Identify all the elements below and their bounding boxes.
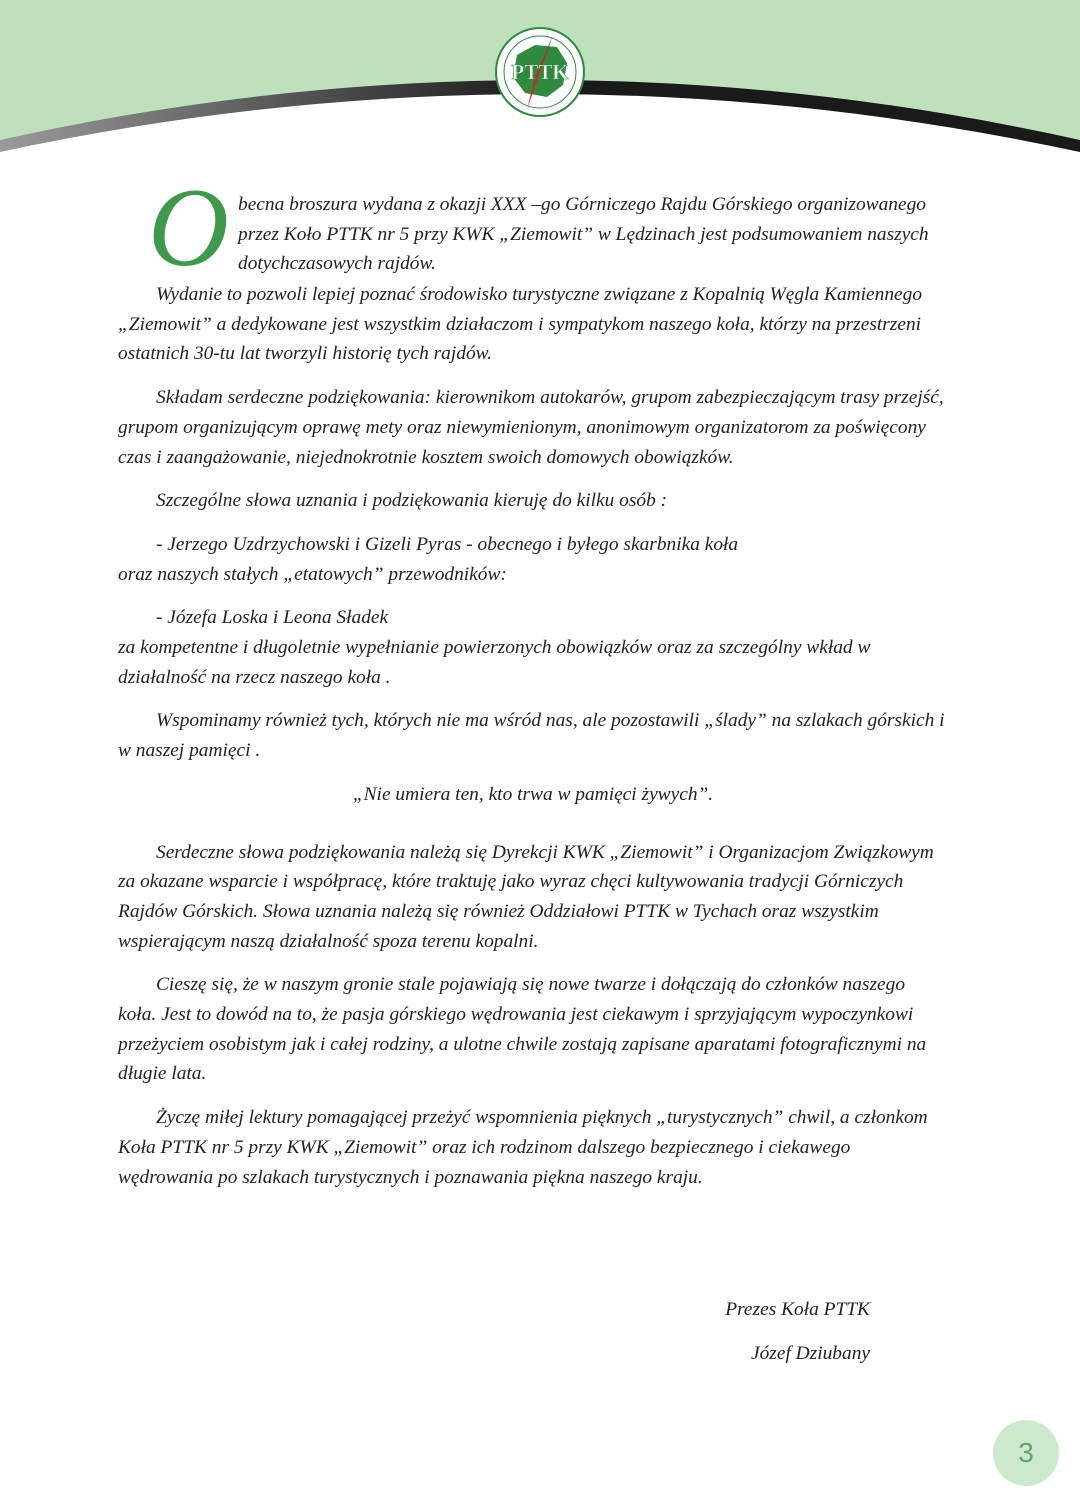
- paragraph: Wspominamy również tych, których nie ma wśród nas, ale pozostawili „ślady” na szlakach górskich i w naszej pamięci .: [118, 710, 945, 762]
- page-number: 3: [993, 1420, 1059, 1486]
- logo-text: PTTK: [511, 60, 569, 84]
- pttk-logo: [495, 27, 585, 117]
- quote: „Nie umiera ten, kto trwa w pamięci żywych”.: [352, 783, 714, 805]
- paragraph: Wydanie to pozwoli lepiej poznać środowisko turystyczne związane z Kopalnią Węgla Kamiennego „Ziemowit” a dedykowane jest wszystkim działaczom i sympatykom naszego koła, którzy na przestrzeni ostatnich 30-tu lat tworzyli historię tych rajdów.: [118, 284, 923, 365]
- intro-paragraph-block: [118, 166, 948, 290]
- paragraph: Serdeczne słowa podziękowania należą się Dyrekcji KWK „Ziemowit” i Organizacjom Związkowym za okazane wsparcie i współpracę, które traktuję jako wyraz chęci kultywowania tradycji Górniczych Rajdów Górskich. Słowa uznania należą się również Oddziałowi PTTK w Tychach oraz wszystkim wspierającym naszą działalność spoza terenu kopalni.: [118, 841, 934, 952]
- paragraph: Cieszę się, że w naszym gronie stale pojawiają się nowe twarze i dołączają do członków naszego koła. Jest to dowód na to, że pasja górskiego wędrowania jest ciekawym i sprzyjającym wypoczynkowi przeżyciem osobistym jak i całej rodziny, a ulotne chwile zostają zapisane aparatami fotograficznymi na długie lata.: [118, 974, 927, 1085]
- letter-body: [118, 166, 948, 1206]
- paragraph: becna broszura wydana z okazji XXX –go Górniczego Rajdu Górskiego organizowanego przez Koło PTTK nr 5 przy KWK „Ziemowit” w Lędzinach jest podsumowaniem naszych dotychczasowych rajdów.: [238, 194, 929, 275]
- signature-title: Prezes Koła PTTK: [725, 1299, 870, 1320]
- paragraph: Szczególne słowa uznania i podziękowania kieruję do kilku osób :: [156, 490, 668, 512]
- paragraph: Składam serdeczne podziękowania: kierownikom autokarów, grupom zabezpieczającym trasy przejść, grupom organizującym oprawę mety oraz niewymienionym, anonimowym organizatorom za poświęcony czas i zaangażowanie, niejednokrotnie kosztem swoich domowych obowiązków.: [118, 387, 944, 468]
- paragraph: Życzę miłej lektury pomagającej przeżyć wspomnienia pięknych „turystycznych” chwil, a członkom Koła PTTK nr 5 przy KWK „Ziemowit” oraz ich rodzinom dalszego bezpiecznego i ciekawego wędrowania po szlakach turystycznych i poznawania piękna naszego kraju.: [118, 1107, 928, 1188]
- paragraph: oraz naszych stałych „etatowych” przewodników:: [118, 563, 507, 585]
- paragraph: za kompetentne i długoletnie wypełnianie powierzonych obowiązków oraz za szczególny wkład w działalność na rzecz naszego koła .: [118, 637, 871, 688]
- signature-name: Józef Dziubany: [750, 1343, 870, 1364]
- paragraph: - Józefa Loska i Leona Sładek: [156, 607, 389, 629]
- drop-cap: O: [148, 166, 229, 290]
- signature: [725, 1295, 870, 1383]
- paragraph: - Jerzego Uzdrzychowski i Gizeli Pyras - obecnego i byłego skarbnika koła: [156, 533, 739, 555]
